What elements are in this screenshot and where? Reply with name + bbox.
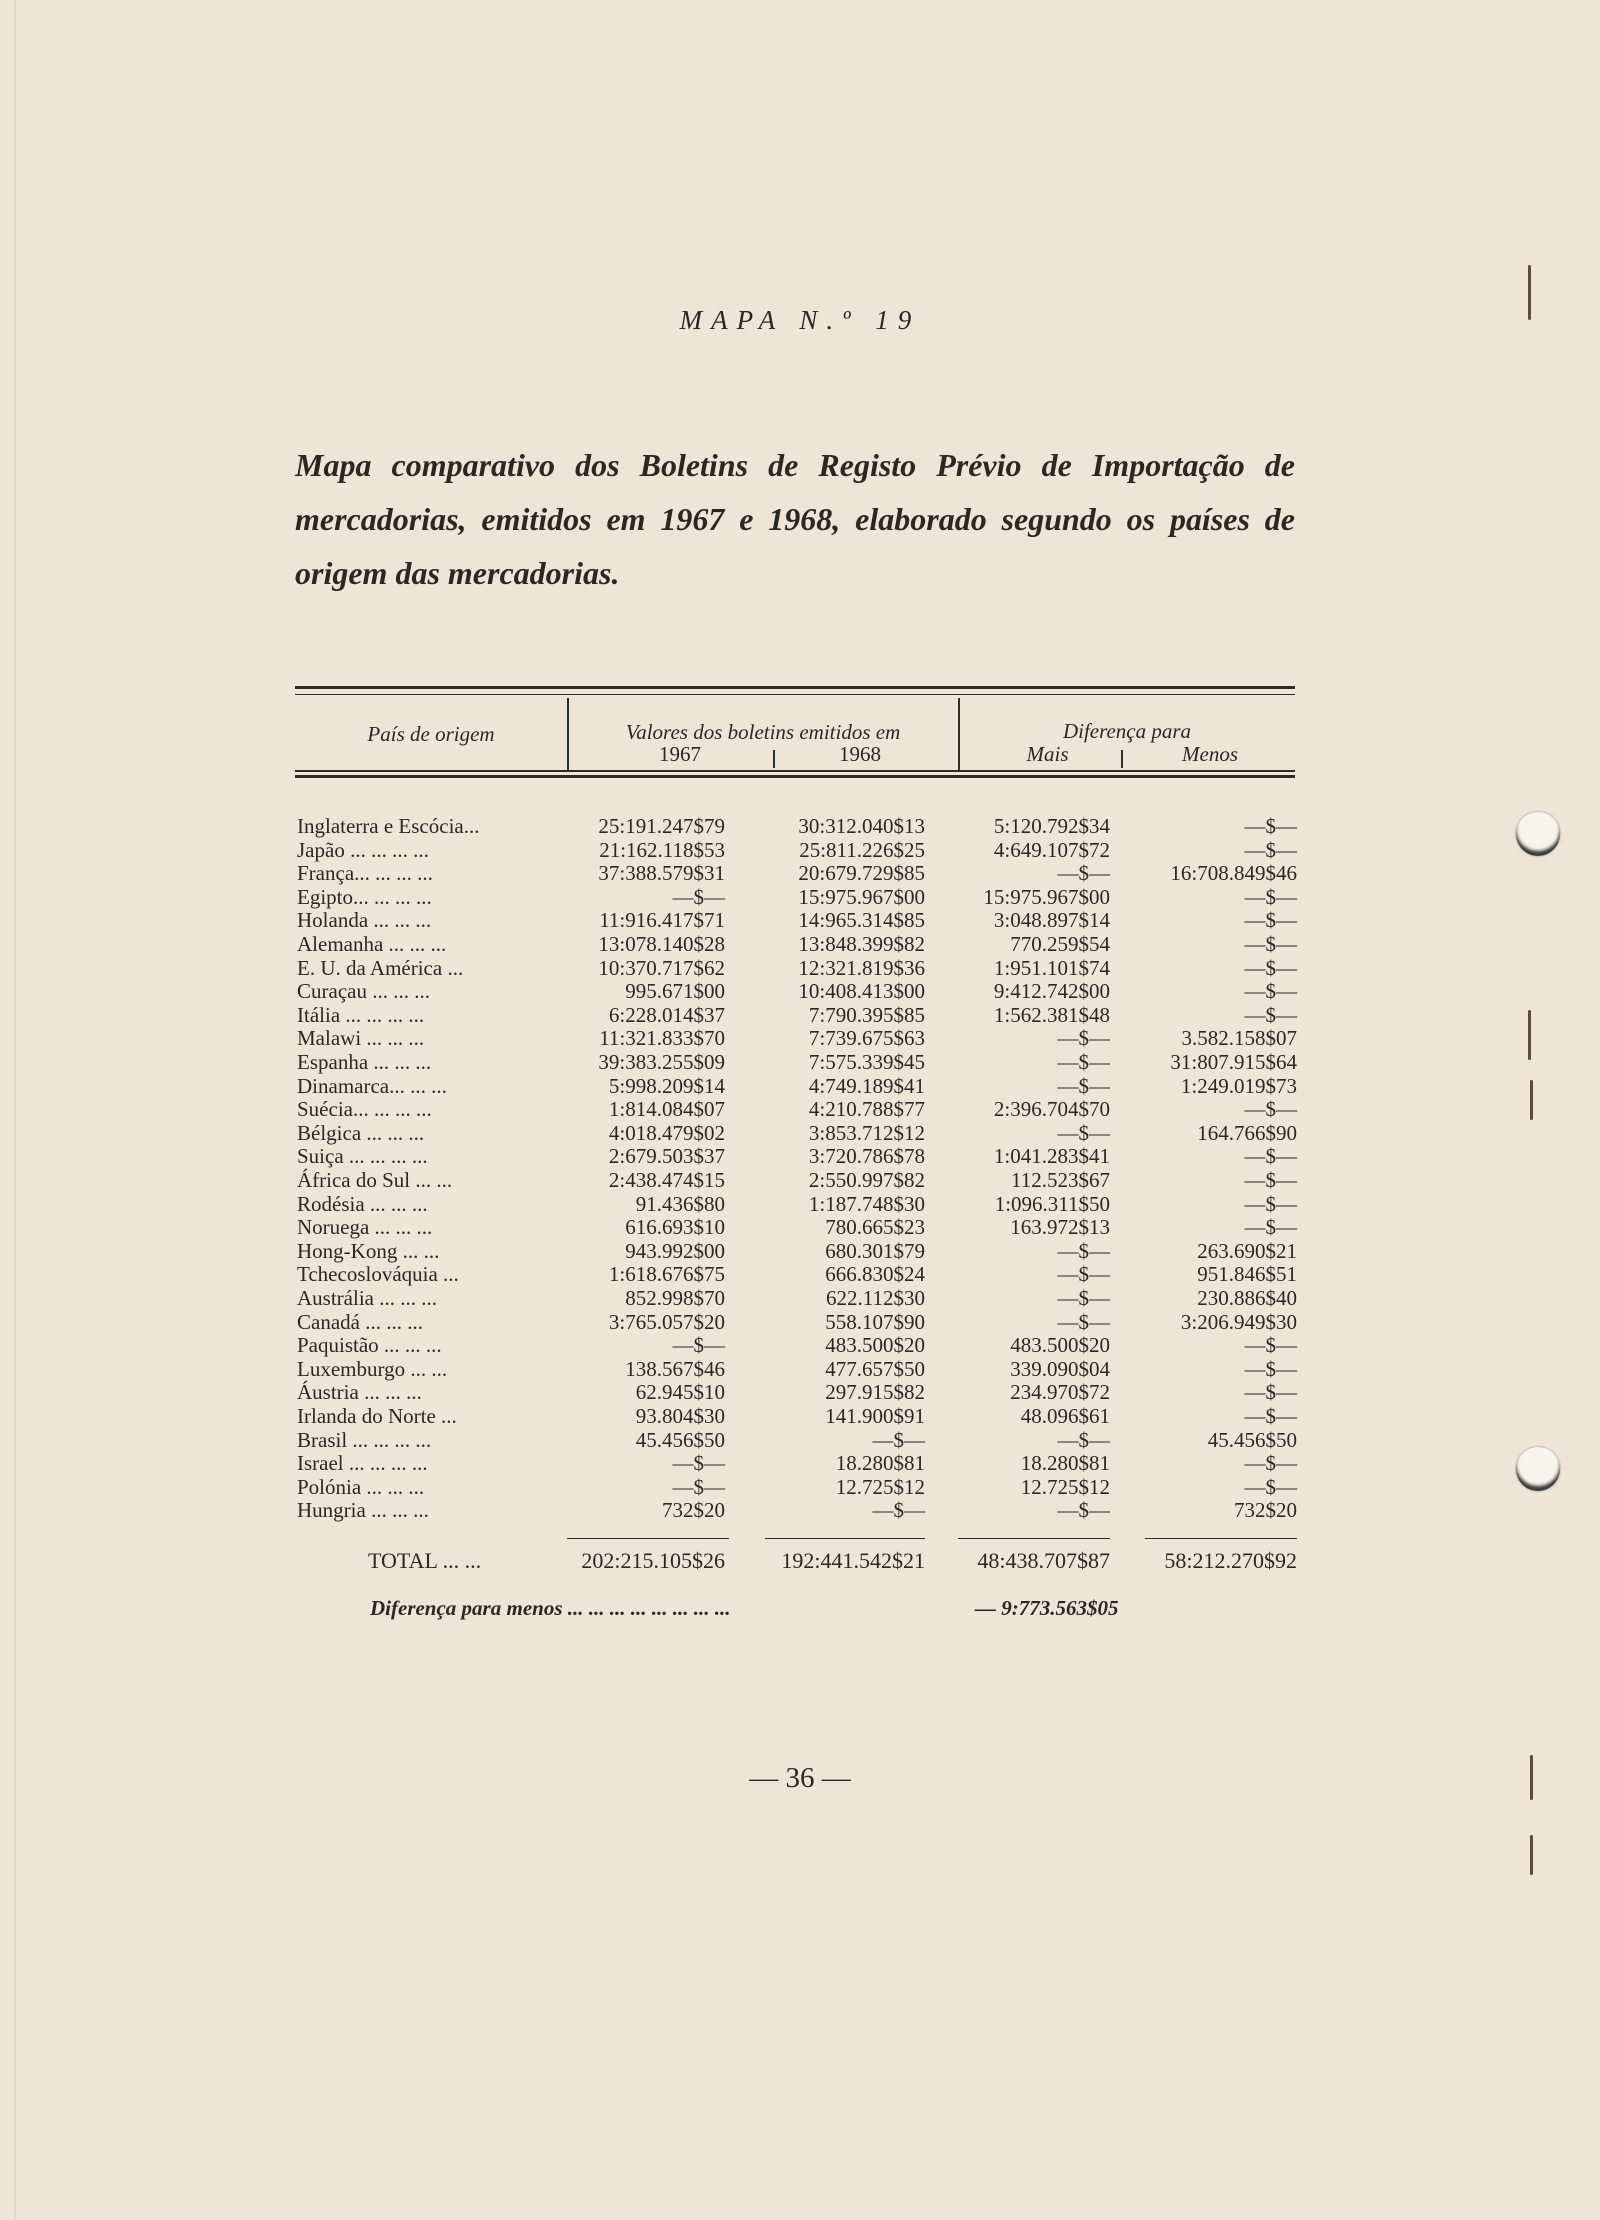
diff-menos-cell: 3:206.949$30 [1180, 1309, 1297, 1334]
diff-menos-cell: —$— [1244, 884, 1297, 909]
total-rule-1967 [567, 1538, 729, 1539]
diff-mais-cell: 15:975.967$00 [983, 884, 1110, 909]
value-1967-cell: —$— [672, 1474, 725, 1499]
country-cell: Hungria ... ... ... [297, 1498, 429, 1523]
diff-mais-cell: 770.259$54 [1010, 932, 1110, 956]
table-row [0, 1451, 1600, 1475]
map-number: MAPA N.º 19 [679, 305, 921, 335]
net-difference-label: Diferença para menos ... ... ... ... ... ... ... ... [370, 1596, 731, 1620]
staple-mark-4 [1530, 1755, 1533, 1800]
value-1968-cell: 18.280$81 [835, 1451, 925, 1476]
diff-menos-cell: 3.582.158$07 [1181, 1026, 1297, 1051]
table-row [0, 1168, 1600, 1192]
value-1967-cell: 93.804$30 [635, 1404, 725, 1428]
value-1967-cell: —$— [672, 1333, 725, 1358]
diff-menos-cell: —$— [1244, 1144, 1297, 1169]
value-1968-cell: 7:575.339$45 [808, 1050, 925, 1074]
value-1968-cell: 780.665$23 [825, 1215, 925, 1240]
table-row [0, 1286, 1600, 1310]
table-row [0, 1097, 1600, 1121]
value-1967-cell: 2:679.503$37 [608, 1144, 725, 1169]
value-1968-cell: 1:187.748$30 [808, 1191, 925, 1216]
country-cell: Inglaterra e Escócia... [297, 814, 480, 838]
header-divider-2 [958, 698, 960, 770]
country-cell: Bélgica ... ... ... [297, 1120, 425, 1145]
table-row [0, 814, 1600, 838]
total-mais: 48:438.707$87 [977, 1548, 1110, 1573]
value-1968-cell: 25:811.226$25 [799, 837, 925, 862]
value-1968-cell: 20:679.729$85 [798, 861, 925, 886]
table-row [0, 1498, 1600, 1522]
country-cell: Hong-Kong ... ... [297, 1238, 440, 1263]
total-1967: 202:215.105$26 [581, 1548, 725, 1573]
value-1967-cell: 138.567$46 [625, 1356, 725, 1381]
country-cell: Suiça ... ... ... ... [297, 1144, 428, 1169]
value-1967-cell: 39:383.255$09 [598, 1050, 725, 1074]
diff-mais-cell: —$— [1057, 1286, 1110, 1310]
header-bottom-rule [295, 770, 1295, 772]
value-1968-cell: —$— [872, 1427, 925, 1452]
table-row [0, 1475, 1600, 1499]
document-title: Mapa comparativo dos Boletins de Registo Prévio de Importação de mercadorias, emitidos em 1967 e 1968, elaborado segundo os países de origem das mercadorias. [295, 447, 1295, 591]
table-row [0, 885, 1600, 909]
value-1967-cell: 91.436$80 [635, 1191, 725, 1216]
value-1968-cell: 680.301$79 [825, 1238, 925, 1263]
diff-mais-cell: —$— [1057, 1498, 1110, 1523]
total-rule-mais [958, 1538, 1110, 1539]
table-row [0, 861, 1600, 885]
diff-menos-cell: —$— [1244, 1002, 1297, 1027]
country-cell: Irlanda do Norte ... [297, 1404, 457, 1428]
header-year-1968: 1968 [839, 742, 881, 766]
table-row [0, 1144, 1600, 1168]
value-1967-cell: 2:438.474$15 [608, 1168, 725, 1192]
year-divider [773, 750, 775, 768]
diff-mais-cell: 3:048.897$14 [993, 908, 1110, 933]
value-1967-cell: 4:018.479$02 [608, 1120, 725, 1145]
table-top-rule [295, 686, 1295, 689]
country-cell: Polónia ... ... ... [297, 1474, 425, 1499]
value-1967-cell: 995.671$00 [625, 979, 725, 1004]
value-1968-cell: 2:550.997$82 [808, 1168, 925, 1192]
value-1967-cell: —$— [672, 884, 725, 909]
diff-mais-cell: —$— [1057, 1427, 1110, 1452]
value-1967-cell: 37:388.579$31 [598, 861, 725, 886]
diff-menos-cell: —$— [1244, 1191, 1297, 1216]
country-cell: Luxemburgo ... ... [297, 1356, 448, 1381]
diff-mais-cell: 1:562.381$48 [993, 1002, 1110, 1027]
value-1968-cell: 3:853.712$12 [808, 1120, 925, 1145]
country-cell: Alemanha ... ... ... [297, 932, 447, 956]
value-1967-cell: 3:765.057$20 [608, 1309, 725, 1334]
diff-mais-cell: —$— [1057, 1073, 1110, 1098]
country-cell: Tchecoslováquia ... [297, 1262, 459, 1287]
diff-mais-cell: —$— [1057, 1120, 1110, 1145]
diff-mais-cell: —$— [1057, 1262, 1110, 1287]
value-1968-cell: 12:321.819$36 [798, 955, 925, 980]
diff-menos-cell: —$— [1244, 1097, 1297, 1122]
diff-menos-cell: 164.766$90 [1197, 1120, 1297, 1145]
header-difference: Diferença para [1062, 719, 1192, 743]
value-1968-cell: 30:312.040$13 [798, 814, 925, 838]
total-rule-1968 [765, 1538, 925, 1539]
diff-menos-cell: 31:807.915$64 [1170, 1050, 1297, 1074]
diff-mais-cell: 1:951.101$74 [993, 955, 1110, 980]
table-row [0, 1074, 1600, 1098]
total-rule-menos [1145, 1538, 1297, 1539]
value-1968-cell: 14:965.314$85 [798, 908, 925, 933]
diff-menos-cell: 263.690$21 [1197, 1238, 1297, 1263]
page-number: — 36 — [749, 1762, 851, 1794]
country-cell: E. U. da América ... [297, 955, 464, 980]
diff-mais-cell: —$— [1057, 1238, 1110, 1263]
diff-mais-cell: 5:120.792$34 [993, 814, 1110, 838]
country-cell: Rodésia ... ... ... [297, 1191, 428, 1216]
country-cell: Itália ... ... ... ... [297, 1002, 425, 1027]
value-1968-cell: 15:975.967$00 [798, 884, 925, 909]
diff-menos-cell: —$— [1244, 932, 1297, 956]
total-menos: 58:212.270$92 [1164, 1548, 1297, 1573]
staple-mark-1 [1528, 265, 1531, 320]
diff-mais-cell: 339.090$04 [1010, 1356, 1110, 1381]
diff-menos-cell: —$— [1244, 979, 1297, 1004]
value-1967-cell: 6:228.014$37 [608, 1002, 725, 1027]
table-row [0, 1192, 1600, 1216]
header-year-1967: 1967 [659, 742, 701, 766]
diff-mais-cell: 4:649.107$72 [993, 837, 1110, 862]
diff-menos-cell: 230.886$40 [1197, 1286, 1297, 1310]
diff-menos-cell: —$— [1244, 1474, 1297, 1499]
value-1967-cell: —$— [672, 1451, 725, 1476]
table-row [0, 1003, 1600, 1027]
country-cell: Malawi ... ... ... [297, 1026, 425, 1051]
staple-mark-3 [1530, 1080, 1533, 1120]
country-cell: Japão ... ... ... ... [297, 837, 429, 862]
diff-mais-cell: —$— [1057, 1026, 1110, 1051]
diff-menos-cell: —$— [1244, 1333, 1297, 1358]
diff-mais-cell: 18.280$81 [1020, 1451, 1110, 1476]
value-1967-cell: 1:618.676$75 [608, 1262, 725, 1287]
table-row [0, 1357, 1600, 1381]
value-1968-cell: 141.900$91 [825, 1404, 925, 1428]
diff-subdivider [1121, 750, 1123, 768]
diff-mais-cell: 1:096.311$50 [994, 1191, 1110, 1216]
value-1968-cell: 10:408.413$00 [798, 979, 925, 1004]
diff-mais-cell: 1:041.283$41 [993, 1144, 1110, 1169]
header-bottom-rule-thick [295, 775, 1295, 778]
value-1967-cell: 13:078.140$28 [598, 932, 725, 956]
value-1968-cell: 4:749.189$41 [808, 1073, 925, 1098]
diff-menos-cell: 1:249.019$73 [1180, 1073, 1297, 1098]
header-mais: Mais [1026, 742, 1069, 766]
table-row [0, 1380, 1600, 1404]
header-divider-1 [567, 698, 569, 770]
table-row [0, 1026, 1600, 1050]
diff-menos-cell: —$— [1244, 1451, 1297, 1476]
total-1968: 192:441.542$21 [781, 1548, 925, 1573]
diff-menos-cell: 16:708.849$46 [1170, 861, 1297, 886]
value-1968-cell: 622.112$30 [826, 1286, 925, 1310]
value-1967-cell: 25:191.247$79 [598, 814, 725, 838]
table-row [0, 1404, 1600, 1428]
value-1967-cell: 5:998.209$14 [608, 1073, 725, 1098]
country-cell: Espanha ... ... ... [297, 1050, 432, 1074]
table-row [0, 932, 1600, 956]
value-1967-cell: 62.945$10 [635, 1380, 725, 1405]
value-1968-cell: 558.107$90 [825, 1309, 925, 1334]
value-1967-cell: 852.998$70 [625, 1286, 725, 1310]
total-label: TOTAL ... ... [368, 1548, 482, 1573]
country-cell: Curaçau ... ... ... [297, 979, 430, 1004]
staple-mark-2 [1528, 1010, 1531, 1060]
country-cell: Áustria ... ... ... [297, 1380, 422, 1405]
value-1967-cell: 21:162.118$53 [599, 837, 725, 862]
country-cell: Brasil ... ... ... ... [297, 1427, 432, 1452]
table-row [0, 1262, 1600, 1286]
country-cell: França... ... ... ... [297, 861, 433, 886]
country-cell: Holanda ... ... ... [297, 908, 432, 933]
diff-mais-cell: 234.970$72 [1010, 1380, 1110, 1405]
header-values: Valores dos boletins emitidos em [625, 720, 901, 744]
country-cell: Suécia... ... ... ... [297, 1097, 432, 1122]
table-top-rule-thin [295, 694, 1295, 695]
binder-hole-top [1516, 812, 1560, 856]
table-row [0, 908, 1600, 932]
table-row [0, 1121, 1600, 1145]
staple-mark-5 [1530, 1835, 1533, 1875]
diff-menos-cell: 732$20 [1234, 1498, 1297, 1523]
diff-menos-cell: —$— [1244, 1380, 1297, 1405]
diff-mais-cell: 483.500$20 [1010, 1333, 1110, 1358]
value-1968-cell: 12.725$12 [835, 1474, 925, 1499]
table-row [0, 1310, 1600, 1334]
country-cell: Egipto... ... ... ... [297, 884, 432, 909]
country-cell: Austrália ... ... ... [297, 1286, 437, 1310]
country-cell: África do Sul ... ... [297, 1168, 453, 1192]
country-cell: Canadá ... ... ... [297, 1309, 423, 1334]
value-1967-cell: 11:321.833$70 [599, 1026, 725, 1051]
table-row [0, 1215, 1600, 1239]
country-cell: Dinamarca... ... ... [297, 1073, 447, 1098]
header-country: País de origem [367, 722, 495, 746]
diff-menos-cell: 951.846$51 [1197, 1262, 1297, 1287]
diff-mais-cell: 48.096$61 [1020, 1404, 1110, 1428]
value-1968-cell: 477.657$50 [825, 1356, 925, 1381]
diff-mais-cell: 112.523$67 [1011, 1168, 1110, 1192]
diff-mais-cell: —$— [1057, 1309, 1110, 1334]
diff-menos-cell: —$— [1244, 1168, 1297, 1192]
country-cell: Noruega ... ... ... [297, 1215, 433, 1240]
diff-mais-cell: 163.972$13 [1010, 1215, 1110, 1240]
diff-menos-cell: —$— [1244, 1215, 1297, 1240]
country-cell: Paquistão ... ... ... [297, 1333, 442, 1358]
diff-menos-cell: —$— [1244, 814, 1297, 838]
diff-menos-cell: —$— [1244, 955, 1297, 980]
value-1968-cell: —$— [872, 1498, 925, 1523]
value-1968-cell: 7:739.675$63 [808, 1026, 925, 1051]
diff-menos-cell: —$— [1244, 908, 1297, 933]
value-1968-cell: 3:720.786$78 [808, 1144, 925, 1169]
diff-menos-cell: —$— [1244, 1404, 1297, 1428]
country-cell: Israel ... ... ... ... [297, 1451, 428, 1476]
table-row [0, 838, 1600, 862]
header-menos: Menos [1182, 742, 1238, 766]
value-1967-cell: 943.992$00 [625, 1238, 725, 1263]
table-row [0, 979, 1600, 1003]
value-1968-cell: 483.500$20 [825, 1333, 925, 1358]
value-1967-cell: 10:370.717$62 [598, 955, 725, 980]
diff-mais-cell: 9:412.742$00 [993, 979, 1110, 1004]
table-row [0, 1333, 1600, 1357]
value-1967-cell: 732$20 [662, 1498, 725, 1523]
table-row [0, 1050, 1600, 1074]
table-row [0, 956, 1600, 980]
value-1967-cell: 11:916.417$71 [599, 908, 725, 933]
value-1967-cell: 616.693$10 [625, 1215, 725, 1240]
table-row [0, 1239, 1600, 1263]
diff-menos-cell: —$— [1244, 1356, 1297, 1381]
diff-mais-cell: —$— [1057, 861, 1110, 886]
diff-menos-cell: 45.456$50 [1207, 1427, 1297, 1452]
value-1967-cell: 45.456$50 [635, 1427, 725, 1452]
diff-mais-cell: —$— [1057, 1050, 1110, 1074]
diff-menos-cell: —$— [1244, 837, 1297, 862]
value-1968-cell: 13:848.399$82 [798, 932, 925, 956]
binder-hole-bottom [1516, 1447, 1560, 1491]
table-row [0, 1428, 1600, 1452]
value-1968-cell: 666.830$24 [825, 1262, 925, 1287]
diff-mais-cell: 12.725$12 [1020, 1474, 1110, 1499]
value-1968-cell: 4:210.788$77 [808, 1097, 925, 1122]
value-1967-cell: 1:814.084$07 [608, 1097, 725, 1122]
diff-mais-cell: 2:396.704$70 [993, 1097, 1110, 1122]
value-1968-cell: 297.915$82 [825, 1380, 925, 1405]
net-difference-value: — 9:773.563$05 [975, 1596, 1119, 1620]
value-1968-cell: 7:790.395$85 [808, 1002, 925, 1027]
